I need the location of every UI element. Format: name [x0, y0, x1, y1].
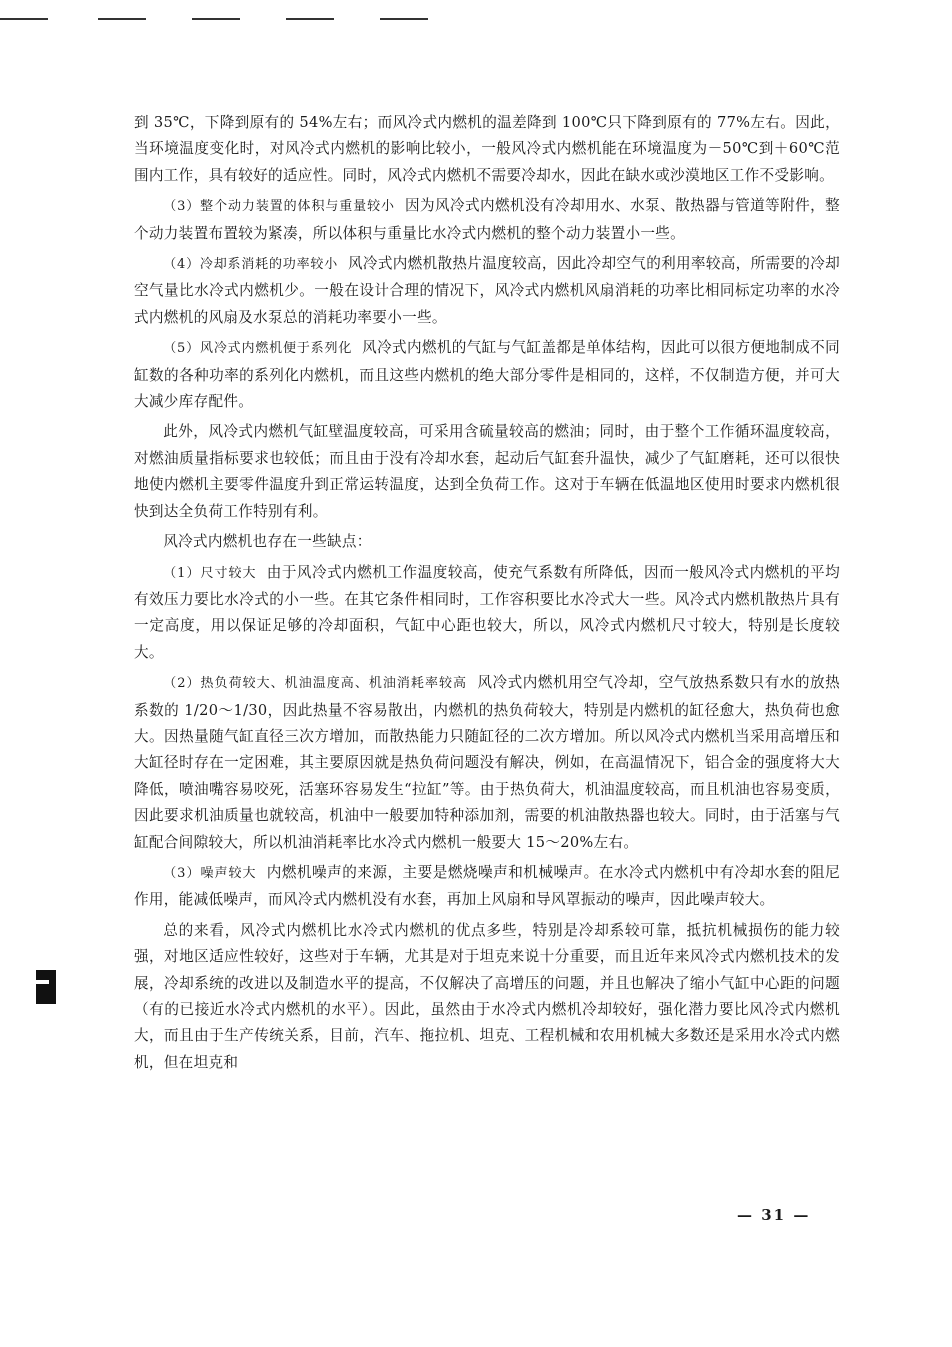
paragraph-6: [134, 529, 840, 555]
paragraph-9: [134, 860, 840, 914]
paragraph-1-text: 到 35℃，下降到原有的 54%左右；而风冷式内燃机的温差降到 100℃只下降到原有的 77%左右。因此，当环境温度变化时，对风冷式内燃机的影响比较小，一般风冷式内燃机能在环境温度为－50℃到＋60℃范围内工作，具有较好的适应性。同时，风冷式内燃机不需要冷却水，因此在缺水或沙漠地区工作不受影响。: [134, 114, 840, 184]
paragraph-5: [134, 419, 840, 525]
header-rule-1: [0, 18, 48, 20]
paragraph-4: [134, 335, 840, 415]
item-heading-cooling-power: （4）冷却系消耗的功率较小: [163, 257, 339, 273]
paragraph-3: [134, 251, 840, 331]
paragraph-4-text: 风冷式内燃机的气缸与气缸盖都是单体结构，因此可以很方便地制成不同缸数的各种功率的系列化内燃机，而且这些内燃机的绝大部分零件是相同的，这样，不仅制造方便，并可大大减少库存配件。: [134, 339, 840, 411]
item-heading-size: （1）尺寸较大: [163, 565, 257, 581]
paragraph-2: [134, 193, 840, 247]
margin-scan-mark: [36, 970, 56, 1004]
paragraph-7: [134, 560, 840, 667]
paragraph-10: [134, 918, 840, 1076]
paragraph-10-text: 总的来看，风冷式内燃机比水冷式内燃机的优点多些，特别是冷却系较可靠，抵抗机械损伤的能力较强，对地区适应性较好，这些对于车辆，尤其是对于坦克来说十分重要，而且近年来风冷式内燃机技术的发展，冷却系统的改进以及制造水平的提高，不仅解决了高增压的问题，并且也解决了缩小气缸中心距的问题（有的已接近水冷式内燃机的水平）。因此，虽然由于水冷式内燃机冷却较好，强化潜力要比风冷式内燃机大，而且由于生产传统关系，目前，汽车、拖拉机、坦克、工程机械和农用机械大多数还是采用水冷式内燃机，但在坦克和: [134, 921, 840, 1071]
body-text: [134, 110, 840, 1080]
header-rule-2: [98, 18, 146, 20]
paragraph-2-text: 因为风冷式内燃机没有冷却用水、水泵、散热器与管道等附件，整个动力装置布置较为紧凑，所以体积与重量比水冷式内燃机的整个动力装置小一些。: [134, 197, 841, 242]
item-heading-volume-weight: （3）整个动力装置的体积与重量较小: [163, 199, 395, 215]
paragraph-8: [134, 670, 840, 856]
paragraph-6-text: 风冷式内燃机也存在一些缺点：: [163, 533, 372, 551]
paragraph-5-text: 此外，风冷式内燃机气缸壁温度较高，可采用含硫量较高的燃油；同时，由于整个工作循环温度较高，对燃油质量指标要求也较低；而且由于没有冷却水套，起动后气缸套升温快，减少了气缸磨耗，还可以很快地使内燃机主要零件温度升到正常运转温度，达到全负荷工作。这对于车辆在低温地区使用时要求内燃机很快到达全负荷工作特别有利。: [134, 423, 840, 520]
paragraph-8-text: 风冷式内燃机用空气冷却，空气放热系数只有水的放热系数的 1/20～1/30，因此热量不容易散出，内燃机的热负荷较大，特别是内燃机的缸径愈大，热负荷也愈大。因热量随气缸直径三次方增加，而散热能力只随缸径的二次方增加。所以风冷式内燃机当采用高增压和大缸径时存在一定困难，其主要原因就是热负荷问题没有解决，例如，在高温情况下，铝合金的强度将大大降低，喷油嘴容易咬死，活塞环容易发生“拉缸”等。由于热负荷大，机油温度较高，而且机油也容易变质，因此要求机油质量也就较高，机油中一般要加特种添加剂，需要的机油散热器也较大。同时，由于活塞与气缸配合间隙较大，所以机油消耗率比水冷式内燃机一般要大 15～20%左右。: [134, 674, 841, 851]
item-heading-heat-load: （2）热负荷较大、机油温度高、机油消耗率较高: [163, 676, 468, 692]
paragraph-3-text: 风冷式内燃机散热片温度较高，因此冷却空气的利用率较高，所需要的冷却空气量比水冷式内燃机少。一般在设计合理的情况下，风冷式内燃机风扇消耗的功率比相同标定功率的水冷式内燃机的风扇及水泵总的消耗功率要小一些。: [134, 255, 841, 326]
item-heading-noise: （3）噪声较大: [163, 865, 257, 881]
paragraph-1: [134, 110, 840, 189]
item-heading-serialization: （5）风冷式内燃机便于系列化: [163, 341, 353, 357]
paragraph-7-text: 由于风冷式内燃机工作温度较高，使充气系数有所降低，因而一般风冷式内燃机的平均有效压力要比水冷式的小一些。在其它条件相同时，工作容积要比水冷式大一些。风冷式内燃机散热片具有一定高度，用以保证足够的冷却面积，气缸中心距也较大，所以，风冷式内燃机尺寸较大，特别是长度较大。: [134, 563, 841, 661]
page-number: — 31 —: [737, 1206, 811, 1224]
header-rule-5: [380, 18, 428, 20]
paragraph-9-text: 内燃机噪声的来源，主要是燃烧噪声和机械噪声。在水冷式内燃机中有冷却水套的阻尼作用，能减低噪声，而风冷式内燃机没有水套，再加上风扇和导风罩振动的噪声，因此噪声较大。: [134, 863, 841, 909]
header-rule-4: [286, 18, 334, 20]
header-rule-3: [192, 18, 240, 20]
